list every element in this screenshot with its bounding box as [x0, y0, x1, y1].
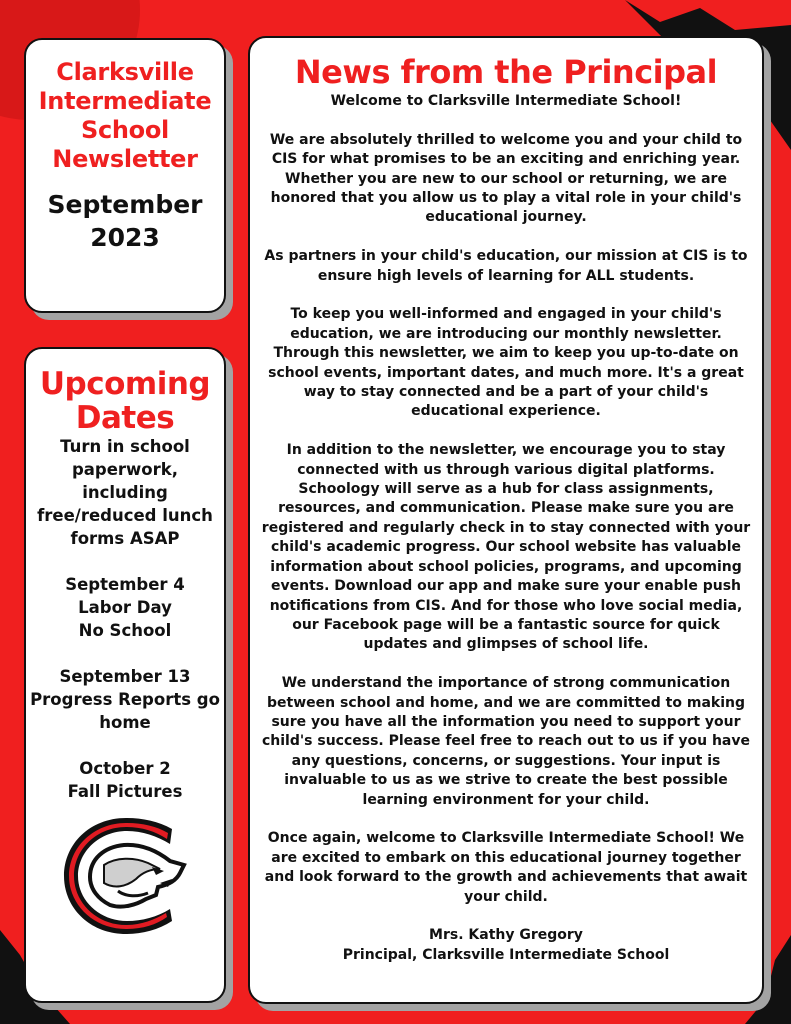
date-line: Turn in school	[60, 437, 190, 456]
news-line: Schoology will serve as a hub for class assignments,	[298, 481, 714, 498]
news-line: updates and glimpses of school life.	[363, 636, 649, 653]
news-line: notifications from CIS. And for those who love social media,	[269, 597, 743, 614]
news-line: are excited to embark on this educational journey together	[271, 849, 741, 866]
news-line: and look forward to the growth and achievements that await	[264, 869, 748, 886]
news-line: information about school policies, programs, and upcoming	[270, 558, 742, 575]
upcoming-heading-line: Upcoming	[39, 366, 211, 402]
news-line: sure you have all the information you need to support your	[271, 713, 741, 730]
news-line: way to stay connected and be a part of your child's	[303, 384, 709, 401]
newsletter-title-line: Clarksville	[56, 58, 194, 86]
news-line: child's success. Please feel free to reach out to us if you have	[261, 733, 750, 750]
news-line: To keep you well-informed and engaged in your child's	[290, 306, 722, 323]
issue-date-line: 2023	[90, 223, 160, 252]
signature-line: Principal, Clarksville Intermediate School	[342, 946, 670, 963]
news-line: As partners in your child's education, our mission at CIS is to	[264, 248, 748, 265]
upcoming-dates-list	[26, 435, 224, 803]
date-item	[30, 573, 220, 642]
news-title: News from the Principal	[294, 53, 718, 91]
news-paragraph	[258, 131, 754, 228]
upcoming-dates-heading	[26, 367, 224, 435]
date-line: Labor Day	[78, 598, 172, 617]
cougar-c-logo-icon	[60, 817, 190, 935]
news-line: ensure high levels of learning for ALL students.	[317, 267, 695, 284]
date-line: September 4	[65, 575, 185, 594]
date-line: September 13	[59, 667, 191, 686]
date-item	[30, 665, 220, 734]
news-line: Through this newsletter, we aim to keep you up-to-date on	[273, 345, 739, 362]
date-line: including	[82, 483, 168, 502]
news-line: Welcome to Clarksville Intermediate School!	[330, 93, 682, 109]
issue-date	[26, 188, 224, 254]
news-line: Whether you are new to our school or returning, we are	[285, 170, 727, 187]
news-line: registered and regularly check in to stay connected with your	[261, 519, 751, 536]
newsletter-title-line: Newsletter	[52, 145, 198, 173]
newsletter-title-line: School	[80, 116, 169, 144]
news-paragraph	[258, 305, 754, 421]
news-line: educational experience.	[411, 403, 601, 420]
news-line: between school and home, and we are committed to making	[267, 694, 745, 711]
news-line: child's academic progress. Our school website has valuable	[271, 539, 741, 556]
date-line: No School	[78, 621, 172, 640]
date-line: Progress Reports go	[30, 690, 220, 709]
date-item	[30, 435, 220, 550]
news-line: We are absolutely thrilled to welcome you and your child to	[269, 131, 743, 148]
date-line: forms ASAP	[70, 529, 180, 548]
date-line: home	[99, 713, 151, 732]
news-line: learning environment for your child.	[362, 791, 650, 808]
news-paragraph	[258, 829, 754, 907]
news-line: CIS for what promises to be an exciting and enriching year.	[271, 151, 741, 168]
news-paragraph	[258, 92, 754, 111]
date-line: Fall Pictures	[67, 782, 183, 801]
news-line: educational journey.	[425, 209, 587, 226]
upcoming-dates-card	[24, 347, 226, 1003]
newsletter-title-card	[24, 38, 226, 313]
date-line: free/reduced lunch	[37, 506, 213, 525]
news-line: our Facebook page will be a fantastic source for quick	[292, 616, 720, 633]
principal-signature	[258, 926, 754, 965]
news-line: invaluable to us as we strive to create the best possible	[284, 772, 728, 789]
news-line: education, we are introducing our monthly newsletter.	[290, 325, 722, 342]
newsletter-title	[26, 58, 224, 174]
signature-line: Mrs. Kathy Gregory	[429, 927, 583, 944]
date-item	[30, 757, 220, 803]
news-line: school events, important dates, and much more. It's a great	[268, 364, 744, 381]
news-line: any questions, concerns, or suggestions. Your input is	[291, 752, 721, 769]
principal-news-card	[248, 36, 764, 1004]
news-line: honored that you allow us to play a vital role in your child's	[270, 190, 742, 207]
news-line: your child.	[464, 888, 548, 905]
issue-date-line: September	[47, 190, 203, 219]
date-line: October 2	[79, 759, 171, 778]
date-line: paperwork,	[71, 460, 179, 479]
news-paragraph	[258, 441, 754, 654]
news-line: events. Download our app and make sure your enable push	[270, 578, 742, 595]
news-line: In addition to the newsletter, we encourage you to stay	[286, 442, 726, 459]
news-line: connected with us through various digital platforms.	[297, 461, 715, 478]
news-line: resources, and communication. Please make sure you are	[278, 500, 734, 517]
news-paragraph	[258, 247, 754, 286]
newsletter-title-line: Intermediate	[38, 87, 212, 115]
news-paragraph	[258, 674, 754, 810]
news-body	[250, 92, 762, 965]
upcoming-heading-line: Dates	[75, 400, 175, 436]
news-line: We understand the importance of strong communication	[281, 675, 731, 692]
news-line: Once again, welcome to Clarksville Intermediate School! We	[267, 830, 745, 847]
